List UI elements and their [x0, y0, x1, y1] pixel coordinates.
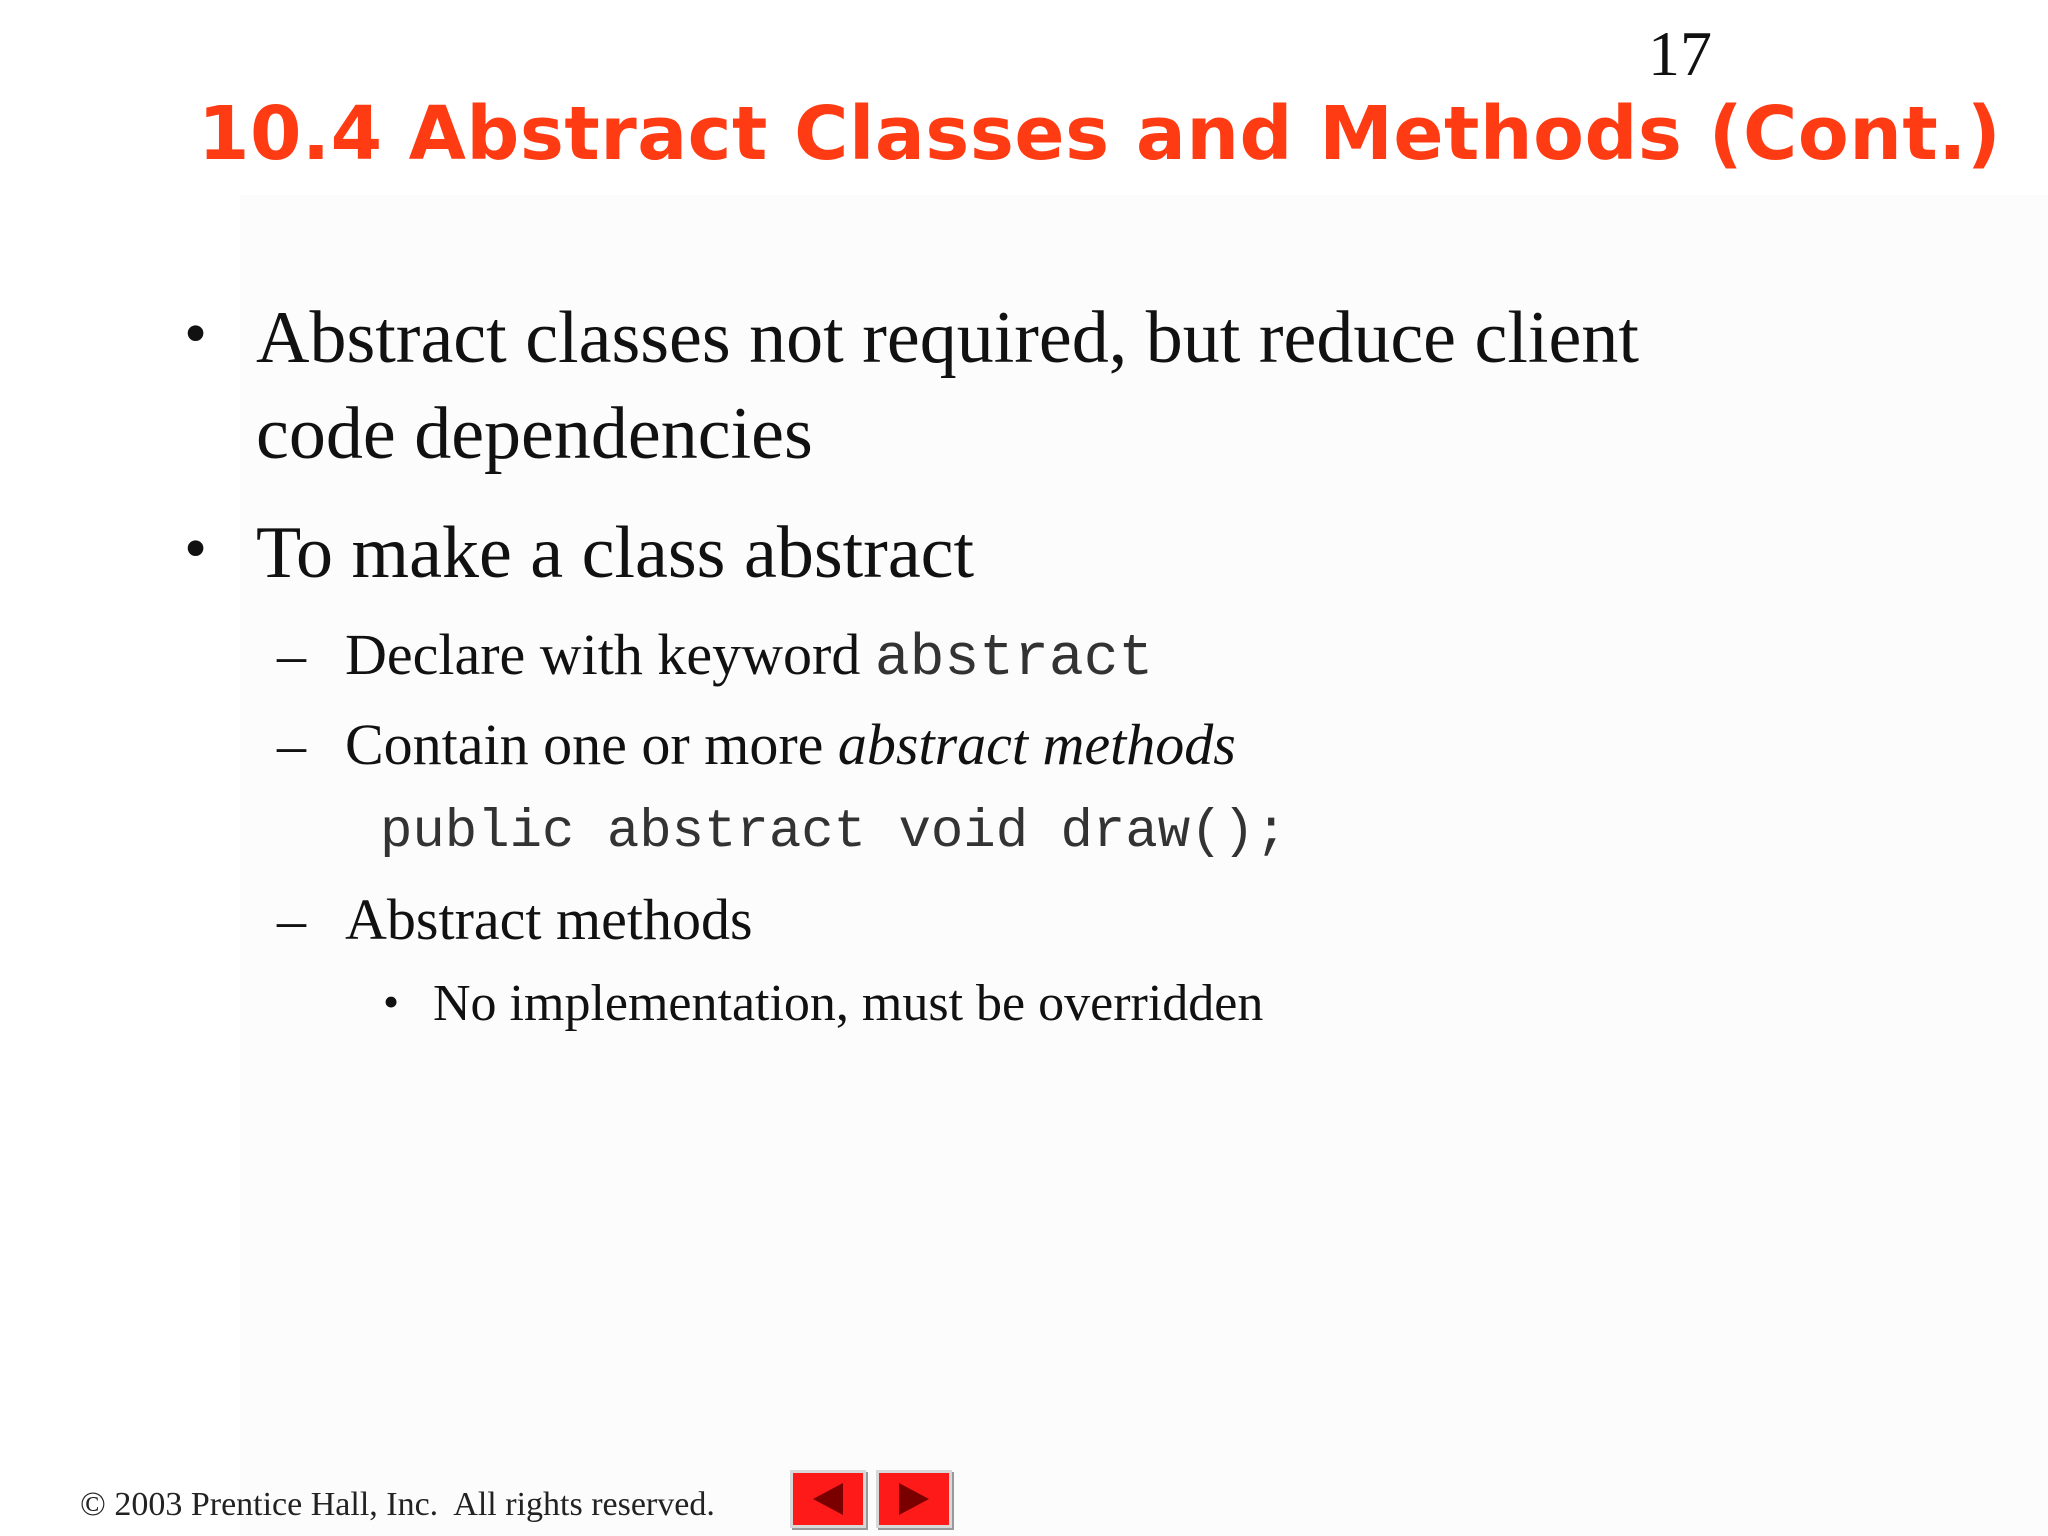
next-slide-button[interactable]	[876, 1470, 952, 1528]
subitem-text: Abstract methods	[345, 887, 753, 952]
left-triangle-icon	[793, 1473, 863, 1525]
subitem-declare-keyword	[277, 620, 1154, 695]
bullet-item-client-code	[184, 290, 1639, 482]
keyword-code: abstract	[874, 627, 1154, 692]
dash-icon: –	[277, 887, 306, 952]
code-example: public abstract void draw();	[380, 802, 1288, 863]
bullet-text-line1: Abstract classes not required, but reduce client	[256, 297, 1639, 379]
title-section-number: 10.4	[198, 91, 383, 177]
right-triangle-icon	[879, 1473, 949, 1525]
nested-item-no-implementation	[383, 972, 1264, 1036]
bullet-text-line2: code dependencies	[256, 393, 813, 475]
bullet-icon: •	[184, 297, 208, 370]
copyright-footer: © 2003 Prentice Hall, Inc. All rights reserved.	[80, 1486, 715, 1523]
bullet-icon: •	[184, 512, 208, 585]
title-text: Abstract Classes and Methods (Cont.)	[408, 91, 2002, 177]
bullet-icon: •	[383, 976, 400, 1027]
bullet-item-make-abstract	[184, 505, 975, 601]
previous-slide-button[interactable]	[790, 1470, 866, 1528]
slide-number: 17	[1648, 18, 1712, 89]
subitem-text: Contain one or more	[345, 712, 838, 777]
subitem-abstract-methods	[277, 885, 753, 955]
subitem-italic-text: abstract methods	[837, 712, 1236, 777]
dash-icon: –	[277, 712, 306, 777]
nested-text: No implementation, must be overridden	[433, 975, 1264, 1032]
dash-icon: –	[277, 622, 306, 687]
subitem-text: Declare with keyword	[345, 622, 875, 687]
subitem-contain-methods	[277, 710, 1236, 780]
bullet-text: To make a class abstract	[256, 512, 975, 594]
